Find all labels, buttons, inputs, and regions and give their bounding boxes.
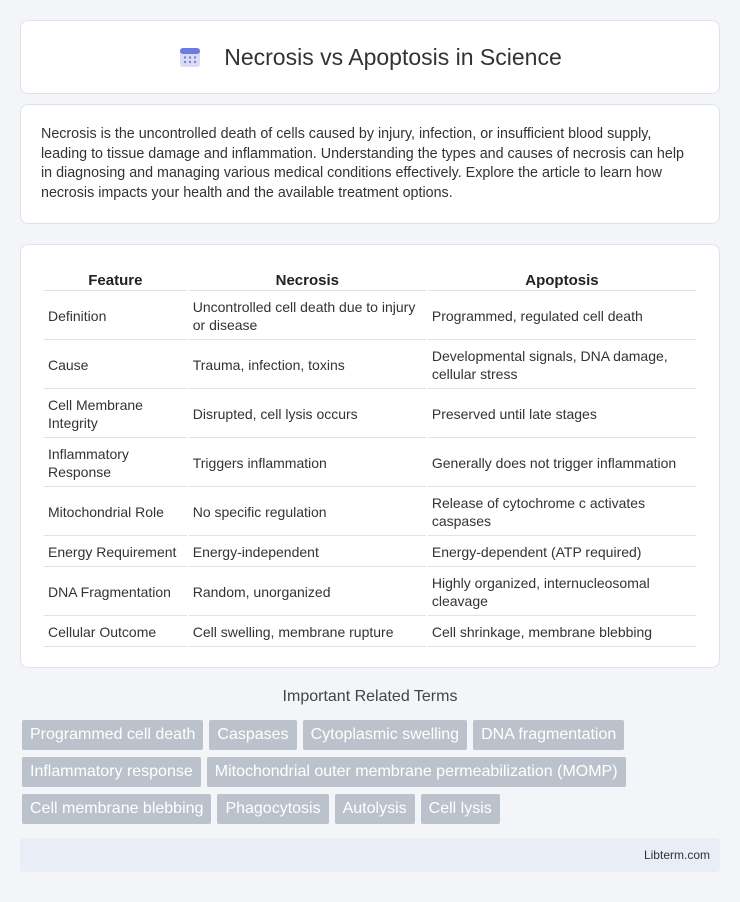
table-cell: Preserved until late stages <box>428 391 696 438</box>
table-header-feature: Feature <box>44 267 187 291</box>
term-row <box>22 757 722 787</box>
term-row <box>22 720 722 750</box>
term-row <box>22 794 722 824</box>
table-cell: Cellular Outcome <box>44 618 187 647</box>
table-row <box>44 618 696 647</box>
intro-card <box>20 104 720 224</box>
table-cell: Energy-dependent (ATP required) <box>428 538 696 567</box>
table-cell: Trauma, infection, toxins <box>189 342 426 389</box>
term-tag[interactable]: Caspases <box>209 720 296 750</box>
table-cell: Cell swelling, membrane rupture <box>189 618 426 647</box>
term-tag[interactable]: Mitochondrial outer membrane permeabilization (MOMP) <box>207 757 626 787</box>
table-cell: Developmental signals, DNA damage, cellular stress <box>428 342 696 389</box>
term-tag[interactable]: Phagocytosis <box>217 794 328 824</box>
calendar-grid-icon <box>178 45 202 69</box>
table-cell: Generally does not trigger inflammation <box>428 440 696 487</box>
table-cell: Disrupted, cell lysis occurs <box>189 391 426 438</box>
table-row <box>44 569 696 616</box>
table-row <box>44 293 696 340</box>
term-tag[interactable]: DNA fragmentation <box>473 720 624 750</box>
related-terms-title: Important Related Terms <box>282 688 458 705</box>
table-cell: No specific regulation <box>189 489 426 536</box>
table-cell: DNA Fragmentation <box>44 569 187 616</box>
table-cell: Cell shrinkage, membrane blebbing <box>428 618 696 647</box>
page-title: Necrosis vs Apoptosis in Science <box>224 43 562 70</box>
term-tag[interactable]: Autolysis <box>335 794 415 824</box>
term-tag[interactable]: Inflammatory response <box>22 757 201 787</box>
table-row <box>44 489 696 536</box>
table-row <box>44 342 696 389</box>
related-terms <box>22 720 722 831</box>
table-cell: Random, unorganized <box>189 569 426 616</box>
table-header-necrosis: Necrosis <box>189 267 426 291</box>
footer <box>20 838 720 872</box>
comparison-table <box>42 265 698 649</box>
header-card <box>20 20 720 94</box>
table-cell: Inflammatory Response <box>44 440 187 487</box>
table-header-apoptosis: Apoptosis <box>428 267 696 291</box>
footer-site-link[interactable]: Libterm.com <box>643 848 710 862</box>
table-cell: Definition <box>44 293 187 340</box>
table-cell: Energy Requirement <box>44 538 187 567</box>
comparison-table-card <box>20 244 720 668</box>
table-cell: Programmed, regulated cell death <box>428 293 696 340</box>
table-row <box>44 440 696 487</box>
term-tag[interactable]: Cell membrane blebbing <box>22 794 211 824</box>
table-cell: Energy-independent <box>189 538 426 567</box>
term-tag[interactable]: Programmed cell death <box>22 720 203 750</box>
term-tag[interactable]: Cell lysis <box>421 794 500 824</box>
intro-text: Necrosis is the uncontrolled death of cells caused by injury, infection, or insufficient blood supply, leading to tissue damage and inflammation. Understanding the types and causes of necrosis can help in diagnosing and managing various medical conditions effectively. Explore the article to learn how necrosis impacts your health and the available treatment options. <box>41 126 684 201</box>
table-cell: Mitochondrial Role <box>44 489 187 536</box>
table-cell: Uncontrolled cell death due to injury or disease <box>189 293 426 340</box>
table-cell: Release of cytochrome c activates caspases <box>428 489 696 536</box>
table-cell: Cell Membrane Integrity <box>44 391 187 438</box>
table-row <box>44 538 696 567</box>
table-row <box>44 391 696 438</box>
table-cell: Triggers inflammation <box>189 440 426 487</box>
table-cell: Cause <box>44 342 187 389</box>
term-tag[interactable]: Cytoplasmic swelling <box>303 720 468 750</box>
table-cell: Highly organized, internucleosomal cleavage <box>428 569 696 616</box>
